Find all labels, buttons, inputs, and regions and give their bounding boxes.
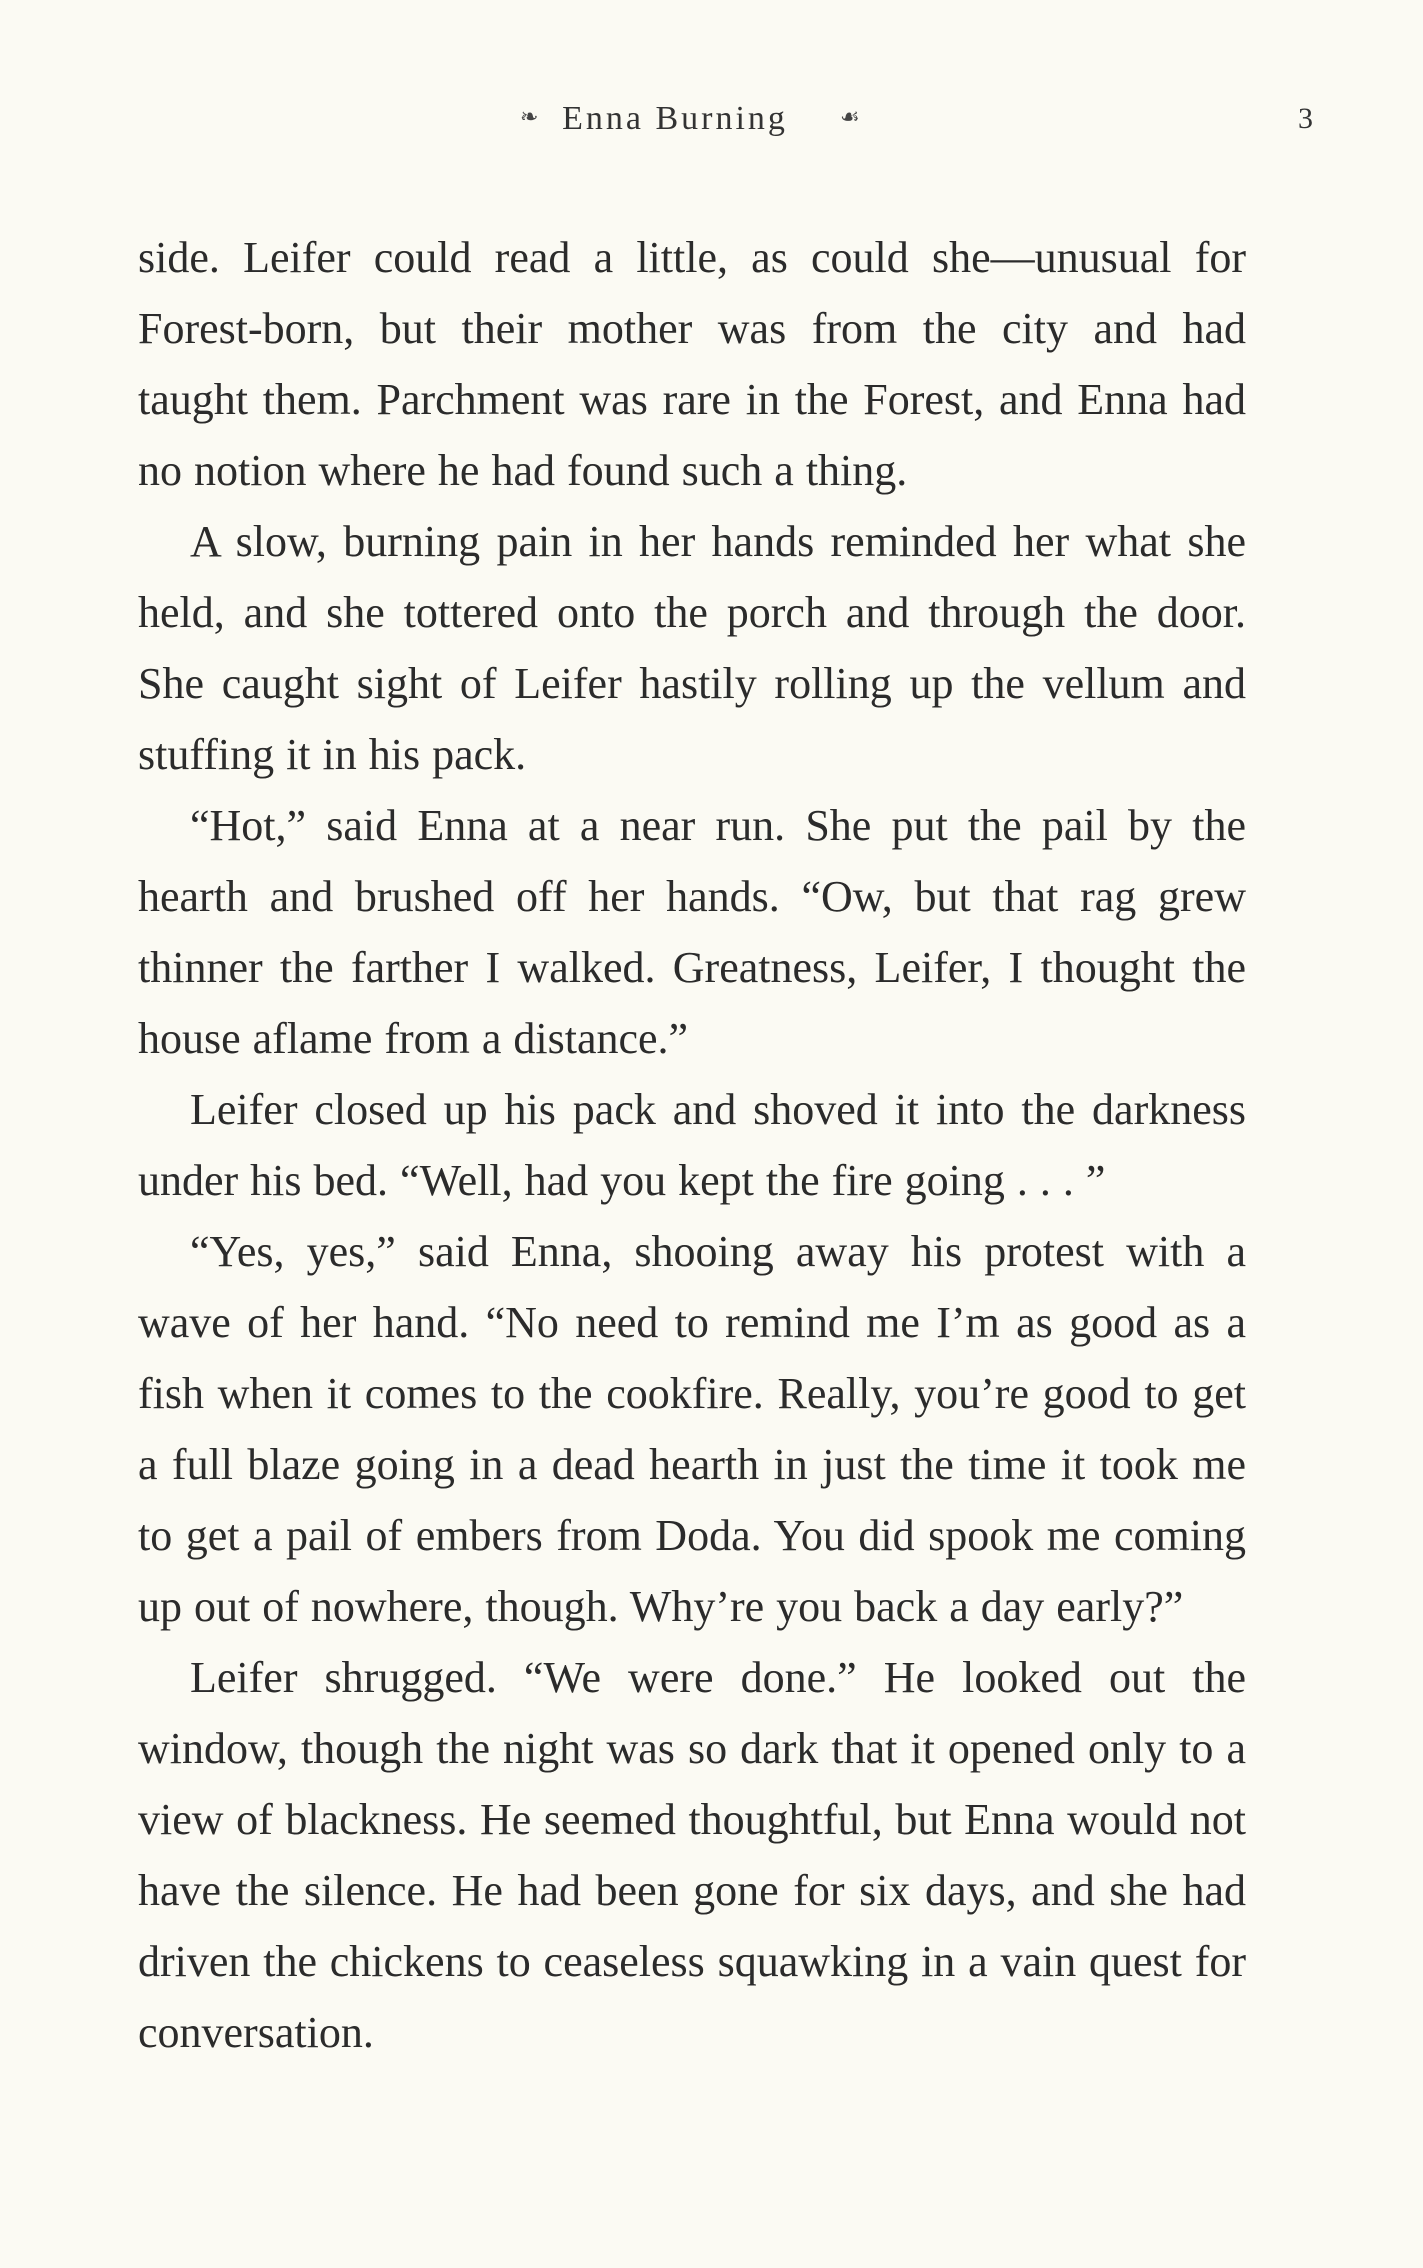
left-ornament-icon: ❧ bbox=[520, 104, 539, 129]
paragraph-3: “Hot,” said Enna at a near run. She put the pail by the hearth and brushed off her hands. “Ow, but that rag grew thinner the farther I walked. Greatness, Leifer, I thought the house aflame from a distance.” bbox=[138, 801, 1246, 1063]
right-ornament-icon: ☙ bbox=[840, 104, 860, 129]
paragraph-1: side. Leifer could read a little, as could she—unusual for Forest-born, but their mother was from the city and had taught them. Parchment was rare in the Forest, and Enna had no notion where he had found such a thing. bbox=[138, 233, 1246, 495]
paragraph-6: Leifer shrugged. “We were done.” He looked out the window, though the night was so dark that it opened only to a view of blackness. He seemed thoughtful, but Enna would not have the silence. He had been gone for six days, and she had driven the chickens to ceaseless squawking in a vain quest for conversation. bbox=[138, 1653, 1246, 2057]
paragraph-2: A slow, burning pain in her hands reminded her what she held, and she tottered onto the porch and through the door. She caught sight of Leifer hastily rolling up the vellum and stuffing it in his pack. bbox=[138, 517, 1246, 779]
page-number: 3 bbox=[1298, 102, 1313, 135]
paragraph-5: “Yes, yes,” said Enna, shooing away his protest with a wave of her hand. “No need to remind me I’m as good as a fish when it comes to the cookfire. Really, you’re good to get a full blaze going in a dead hearth in just the time it took me to get a pail of embers from Doda. You did spook me coming up out of nowhere, though. Why’re you back a day early?” bbox=[138, 1227, 1246, 1631]
running-head bbox=[0, 96, 1423, 156]
body-text bbox=[138, 222, 1246, 2068]
paragraph-4: Leifer closed up his pack and shoved it into the darkness under his bed. “Well, had you kept the fire going . . . ” bbox=[138, 1085, 1246, 1205]
book-title: Enna Burning bbox=[562, 100, 788, 137]
